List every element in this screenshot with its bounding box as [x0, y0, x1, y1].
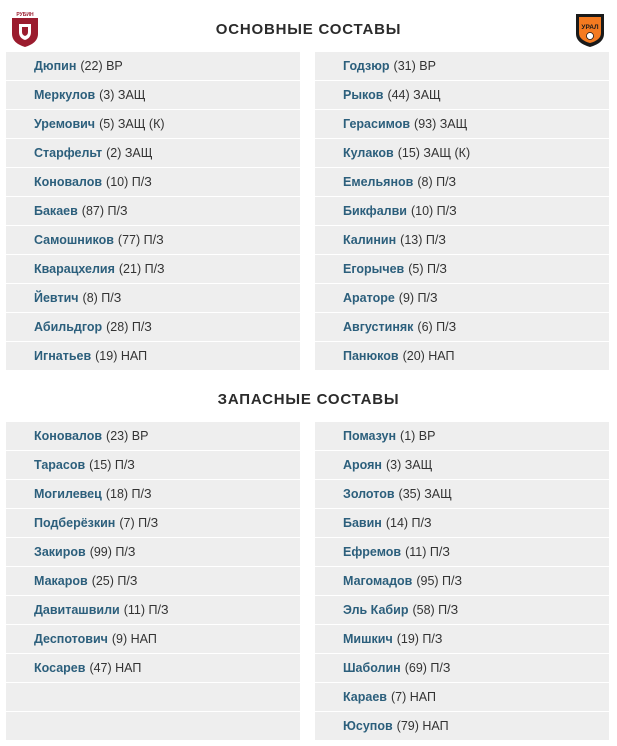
player-info: (5) ЗАЩ (К): [99, 117, 165, 131]
player-row: [315, 226, 609, 254]
starting-away-list: [315, 52, 609, 371]
player-row: [6, 226, 300, 254]
player-name: Дюпин: [34, 59, 77, 73]
player-info: (14) П/З: [385, 516, 432, 530]
player-row: [315, 255, 609, 283]
player-name: Емельянов: [343, 175, 414, 189]
player-row: [315, 451, 609, 479]
player-name: Коновалов: [34, 175, 103, 189]
player-info: (15) ЗАЩ (К): [397, 146, 471, 160]
player-info: (35) ЗАЩ: [398, 487, 452, 501]
player-row: [6, 284, 300, 312]
player-info: (21) П/З: [118, 262, 165, 276]
player-info: (19) П/З: [396, 632, 443, 646]
player-name: Тарасов: [34, 458, 86, 472]
player-row: [6, 342, 300, 370]
player-row: [315, 509, 609, 537]
player-info: (1) ВР: [400, 429, 436, 443]
player-info: (25) П/З: [91, 574, 138, 588]
substitutes-title: ЗАПАСНЫЕ СОСТАВЫ: [217, 391, 400, 408]
player-info: (47) НАП: [89, 661, 142, 675]
player-name: Панюков: [343, 349, 399, 363]
player-name: Бакаев: [34, 204, 78, 218]
player-info: (20) НАП: [402, 349, 455, 363]
player-info: (99) П/З: [89, 545, 136, 559]
player-info: (7) П/З: [119, 516, 159, 530]
player-info: (44) ЗАЩ: [387, 88, 441, 102]
player-row: [315, 480, 609, 508]
player-row: [315, 110, 609, 138]
player-name: Могилевец: [34, 487, 102, 501]
player-name: Эль Кабир: [343, 603, 409, 617]
home-crest-label: РУБИН: [16, 12, 34, 18]
player-name: Уремович: [34, 117, 96, 131]
player-info: (28) П/З: [106, 320, 152, 334]
player-info: (95) П/З: [416, 574, 463, 588]
player-row: [315, 654, 609, 682]
player-name: Деспотович: [34, 632, 108, 646]
player-name: Мишкич: [343, 632, 393, 646]
player-row: [6, 110, 300, 138]
player-name: Рыков: [343, 88, 384, 102]
player-name: Герасимов: [343, 117, 411, 131]
player-row: [315, 52, 609, 80]
player-name: Старфельт: [34, 146, 103, 160]
player-info: (8) П/З: [417, 175, 457, 189]
player-info: (11) П/З: [405, 545, 450, 559]
player-name: Егорычев: [343, 262, 405, 276]
player-row: [6, 52, 300, 80]
player-info: (58) П/З: [412, 603, 459, 617]
player-info: (7) НАП: [390, 690, 436, 704]
player-row: [315, 712, 609, 740]
player-row: [315, 422, 609, 450]
player-row: [315, 197, 609, 225]
player-row: [6, 139, 300, 167]
player-info: (11) П/З: [123, 603, 169, 617]
player-row: [6, 654, 300, 682]
player-info: (5) П/З: [408, 262, 447, 276]
player-name: Золотов: [343, 487, 395, 501]
player-row: [6, 451, 300, 479]
player-info: (31) ВР: [393, 59, 436, 73]
player-name: Калинин: [343, 233, 397, 247]
player-name: Помазун: [343, 429, 397, 443]
player-info: (15) П/З: [89, 458, 135, 472]
player-row: [315, 168, 609, 196]
player-name: Макаров: [34, 574, 88, 588]
substitutes-away-list: [315, 422, 609, 741]
player-name: Кулаков: [343, 146, 394, 160]
player-name: Караев: [343, 690, 387, 704]
player-info: (13) П/З: [400, 233, 446, 247]
player-row: [315, 567, 609, 595]
player-info: (10) П/З: [410, 204, 457, 218]
player-info: (3) ЗАЩ: [385, 458, 433, 472]
player-name: Ефремов: [343, 545, 402, 559]
player-name: Августиняк: [343, 320, 414, 334]
player-row: [315, 313, 609, 341]
player-name: Йевтич: [34, 291, 79, 305]
player-info: (79) НАП: [396, 719, 449, 733]
player-info: (6) П/З: [417, 320, 457, 334]
player-row: [6, 422, 300, 450]
player-name: Годзюр: [343, 59, 390, 73]
player-row: [6, 596, 300, 624]
player-row: [315, 139, 609, 167]
player-info: (19) НАП: [95, 349, 148, 363]
player-name: Самошников: [34, 233, 114, 247]
player-name: Бавин: [343, 516, 382, 530]
player-row: [6, 538, 300, 566]
player-row: [6, 683, 300, 711]
player-info: (8) П/З: [82, 291, 122, 305]
player-info: (9) НАП: [111, 632, 157, 646]
player-name: Коновалов: [34, 429, 103, 443]
player-row: [6, 255, 300, 283]
player-info: (2) ЗАЩ: [106, 146, 153, 160]
player-name: Давиташвили: [34, 603, 120, 617]
player-row: [6, 625, 300, 653]
player-info: (3) ЗАЩ: [99, 88, 146, 102]
player-info: (87) П/З: [81, 204, 128, 218]
player-row: [6, 313, 300, 341]
player-name: Меркулов: [34, 88, 96, 102]
player-name: Шаболин: [343, 661, 401, 675]
player-name: Бикфалви: [343, 204, 407, 218]
player-row: [6, 480, 300, 508]
player-row: [6, 168, 300, 196]
player-name: Игнатьев: [34, 349, 92, 363]
player-row: [315, 342, 609, 370]
player-row: [315, 538, 609, 566]
player-row: [6, 197, 300, 225]
player-name: Косарев: [34, 661, 86, 675]
player-row: [6, 81, 300, 109]
player-row: [6, 567, 300, 595]
player-info: (10) П/З: [106, 175, 152, 189]
player-name: Юсупов: [343, 719, 393, 733]
starting-home-list: [6, 52, 300, 371]
player-name: Магомадов: [343, 574, 413, 588]
player-name: Закиров: [34, 545, 86, 559]
player-row: [315, 596, 609, 624]
player-info: (69) П/З: [404, 661, 451, 675]
away-crest-label: УРАЛ: [581, 24, 599, 31]
starting-lineups-title: ОСНОВНЫЕ СОСТАВЫ: [215, 21, 402, 38]
player-row: [6, 509, 300, 537]
player-row: [315, 284, 609, 312]
player-info: (22) ВР: [80, 59, 123, 73]
player-name: Абильдгор: [34, 320, 103, 334]
substitutes-home-list: [6, 422, 300, 741]
player-name: Подберёзкин: [34, 516, 116, 530]
player-info: (9) П/З: [398, 291, 438, 305]
player-info: (77) П/З: [117, 233, 164, 247]
player-row: [315, 683, 609, 711]
player-row: [6, 712, 300, 740]
player-name: Кварацхелия: [34, 262, 115, 276]
player-row: [315, 81, 609, 109]
player-info: (93) ЗАЩ: [414, 117, 468, 131]
player-info: (23) ВР: [106, 429, 149, 443]
player-name: Араторе: [343, 291, 395, 305]
player-name: Ароян: [343, 458, 382, 472]
player-row: [315, 625, 609, 653]
player-info: (18) П/З: [105, 487, 152, 501]
